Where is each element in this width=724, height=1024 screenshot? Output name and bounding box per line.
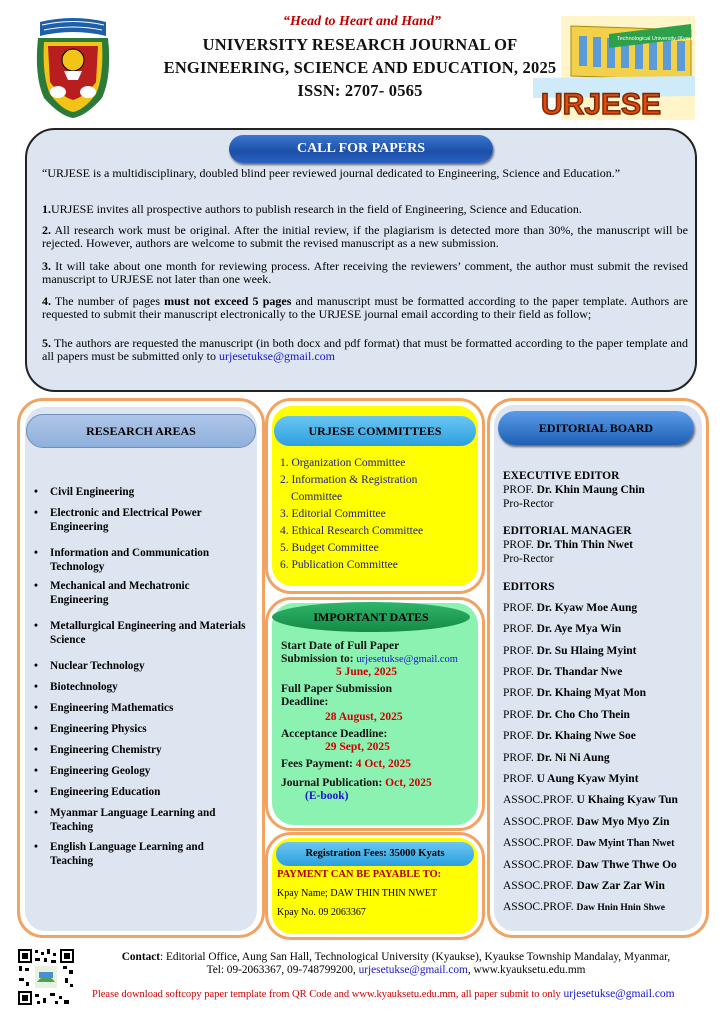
- committee-item: 2. Information & Registration: [280, 474, 418, 486]
- call-for-papers-title: CALL FOR PAPERS: [229, 135, 493, 163]
- list-item: • Engineering Physics: [34, 723, 147, 735]
- download-email-link[interactable]: urjesetukse@gmail.com: [563, 988, 675, 1000]
- editor-item: ASSOC.PROF. Daw Thwe Thwe Oo: [503, 859, 677, 871]
- university-logo: [30, 16, 116, 120]
- editor-item: PROF. Dr. Su Hlaing Myint: [503, 645, 637, 657]
- editor-item: PROF. U Aung Kyaw Myint: [503, 773, 639, 785]
- editor-item: ASSOC.PROF. Daw Hnin Hnin Shwe: [503, 901, 665, 913]
- list-item: • Nuclear Technology: [34, 660, 145, 672]
- executive-editor-name: PROF. Dr. Khin Maung Chin: [503, 484, 645, 496]
- editorial-board-title: EDITORIAL BOARD: [498, 411, 694, 445]
- editor-item: PROF. Dr. Kyaw Moe Aung: [503, 602, 638, 614]
- editor-item: ASSOC.PROF. U Khaing Kyaw Tun: [503, 794, 678, 806]
- contact-email-link[interactable]: urjesetukse@gmail.com: [358, 964, 468, 976]
- list-item: • Engineering Mathematics: [34, 702, 174, 714]
- executive-editor-role: Pro-Rector: [503, 498, 554, 510]
- fees-payment-date: 4 Oct, 2025: [355, 758, 411, 770]
- registration-fees: Registration Fees: 35000 Kyats: [276, 842, 474, 866]
- cfp-point-4: 4. The number of pages must not exceed 5 pages and manuscript must be formatted according to the paper template. Authors are requested to submit their manuscript electronically to the URJESE journal email according to their field as follow;: [42, 294, 689, 321]
- cfp-point-2: 2. All research work must be original. After the initial review, if the plagiarism is detected more than 30%, the manuscript will be rejected. However, authors are welcome to submit the revised manuscript as a new submission.: [42, 223, 688, 250]
- committee-item: 6. Publication Committee: [280, 559, 398, 571]
- logo-banner-text: Technological University (Kyaukse): [617, 36, 695, 42]
- editorial-manager-role: Pro-Rector: [503, 553, 554, 565]
- start-date-email[interactable]: urjesetukse@gmail.com: [356, 654, 458, 665]
- fees-payment: Fees Payment: 4 Oct, 2025: [281, 758, 411, 770]
- acceptance-value: 29 Sept, 2025: [325, 741, 390, 753]
- start-date-value: 5 June, 2025: [336, 666, 398, 678]
- editor-item: ASSOC.PROF. Daw Myo Myo Zin: [503, 816, 670, 828]
- editors-heading: EDITORS: [503, 581, 555, 593]
- editor-item: PROF. Dr. Thandar Nwe: [503, 666, 623, 678]
- list-item: • Civil Engineering: [34, 486, 135, 498]
- start-date-label: Start Date of Full Paper: [281, 640, 400, 652]
- list-item: • Engineering Chemistry: [34, 744, 162, 756]
- list-item: • Engineering Education: [34, 786, 161, 798]
- research-areas-title: RESEARCH AREAS: [26, 414, 256, 448]
- motto: “Head to Heart and Hand”: [283, 14, 441, 29]
- logo-urjese-text: URJESE: [541, 88, 662, 120]
- journal-publication: Journal Publication: Oct, 2025: [281, 777, 432, 789]
- cfp-intro: “URJESE is a multidisciplinary, doubled blind peer reviewed journal dedicated to Engineering, Science and Education.”: [42, 166, 621, 180]
- deadline-label-2: Deadline:: [281, 696, 329, 708]
- list-item: • Mechanical and Mechatronic Engineering: [34, 580, 190, 606]
- start-date-label-2: Submission to: urjesetukse@gmail.com: [281, 653, 458, 665]
- editorial-manager-name: PROF. Dr. Thin Thin Nwet: [503, 539, 633, 551]
- list-item: • Engineering Geology: [34, 765, 151, 777]
- publication-note: (E-book): [305, 790, 349, 802]
- committee-item: 4. Ethical Research Committee: [280, 525, 424, 537]
- editorial-manager-heading: EDITORIAL MANAGER: [503, 525, 632, 537]
- editor-item: PROF. Dr. Aye Mya Win: [503, 623, 622, 635]
- list-item: • Biotechnology: [34, 681, 118, 693]
- kpay-name: Kpay Name; DAW THIN THIN NWET: [277, 888, 437, 899]
- executive-editor-heading: EXECUTIVE EDITOR: [503, 470, 620, 482]
- editor-item: ASSOC.PROF. Daw Zar Zar Win: [503, 880, 665, 892]
- editor-item: PROF. Dr. Khaing Nwe Soe: [503, 730, 636, 742]
- deadline-label: Full Paper Submission: [281, 683, 392, 695]
- download-note: Please download softcopy paper template from QR Code and www.kyauksetu.edu.mm, all paper submit to only urjesetukse@gmail.com: [92, 988, 675, 1000]
- editor-item: PROF. Dr. Ni Ni Aung: [503, 752, 610, 764]
- list-item: • English Language Learning and Teaching: [34, 841, 204, 867]
- list-item: • Myanmar Language Learning and Teaching: [34, 807, 216, 833]
- committee-item: 3. Editorial Committee: [280, 508, 386, 520]
- cfp-point-1: 1.URJESE invites all prospective authors to publish research in the field of Engineering, Science and Education.: [42, 202, 582, 216]
- editor-item: PROF. Dr. Khaing Myat Mon: [503, 687, 647, 699]
- payment-heading: PAYMENT CAN BE PAYABLE TO:: [277, 869, 442, 880]
- journal-title-line1: UNIVERSITY RESEARCH JOURNAL OF: [202, 35, 518, 54]
- issn: ISSN: 2707- 0565: [297, 81, 423, 100]
- contact-line-1: Contact: Editorial Office, Aung San Hall, Technological University (Kyaukse), Kyaukse Township Mandalay, Myanmar,: [121, 951, 671, 963]
- publication-date: Oct, 2025: [385, 777, 432, 789]
- committee-item: 5. Budget Committee: [280, 542, 379, 554]
- cfp-email-link[interactable]: urjesetukse@gmail.com: [218, 349, 336, 363]
- committee-item: Committee: [291, 491, 343, 503]
- editor-item: PROF. Dr. Cho Cho Thein: [503, 709, 630, 721]
- contact-line-2: Tel: 09-2063367, 09-748799200, urjesetukse@gmail.com, www.kyauksetu.edu.mm: [206, 964, 586, 976]
- committee-item: 1. Organization Committee: [280, 457, 406, 469]
- list-item: • Information and Communication Technology: [34, 547, 210, 573]
- journal-title-line2: ENGINEERING, SCIENCE AND EDUCATION, 2025: [163, 58, 557, 77]
- qr-code[interactable]: [17, 948, 75, 1006]
- acceptance-label: Acceptance Deadline:: [281, 728, 388, 740]
- editor-item: ASSOC.PROF. Daw Myint Than Nwet: [503, 837, 675, 849]
- cfp-point-5: 5. The authors are requested the manuscript (in both docx and pdf format) that must be formatted according to the paper template and all papers must be submitted only to urjesetukse@gmail.com: [42, 336, 688, 363]
- cfp-point-3: 3. It will take about one month for reviewing process. After receiving the reviewers’ comment, the author must submit the revised manuscript to URJESE not later than one week.: [42, 259, 688, 286]
- urjese-logo: [531, 16, 695, 120]
- list-item: • Metallurgical Engineering and Materials Science: [34, 620, 246, 646]
- important-dates-title: IMPORTANT DATES: [272, 602, 470, 632]
- committees-title: URJESE COMMITTEES: [274, 416, 476, 446]
- deadline-value: 28 August, 2025: [325, 711, 403, 723]
- kpay-number: Kpay No. 09 2063367: [277, 907, 366, 918]
- list-item: • Electronic and Electrical Power Engineering: [34, 507, 202, 533]
